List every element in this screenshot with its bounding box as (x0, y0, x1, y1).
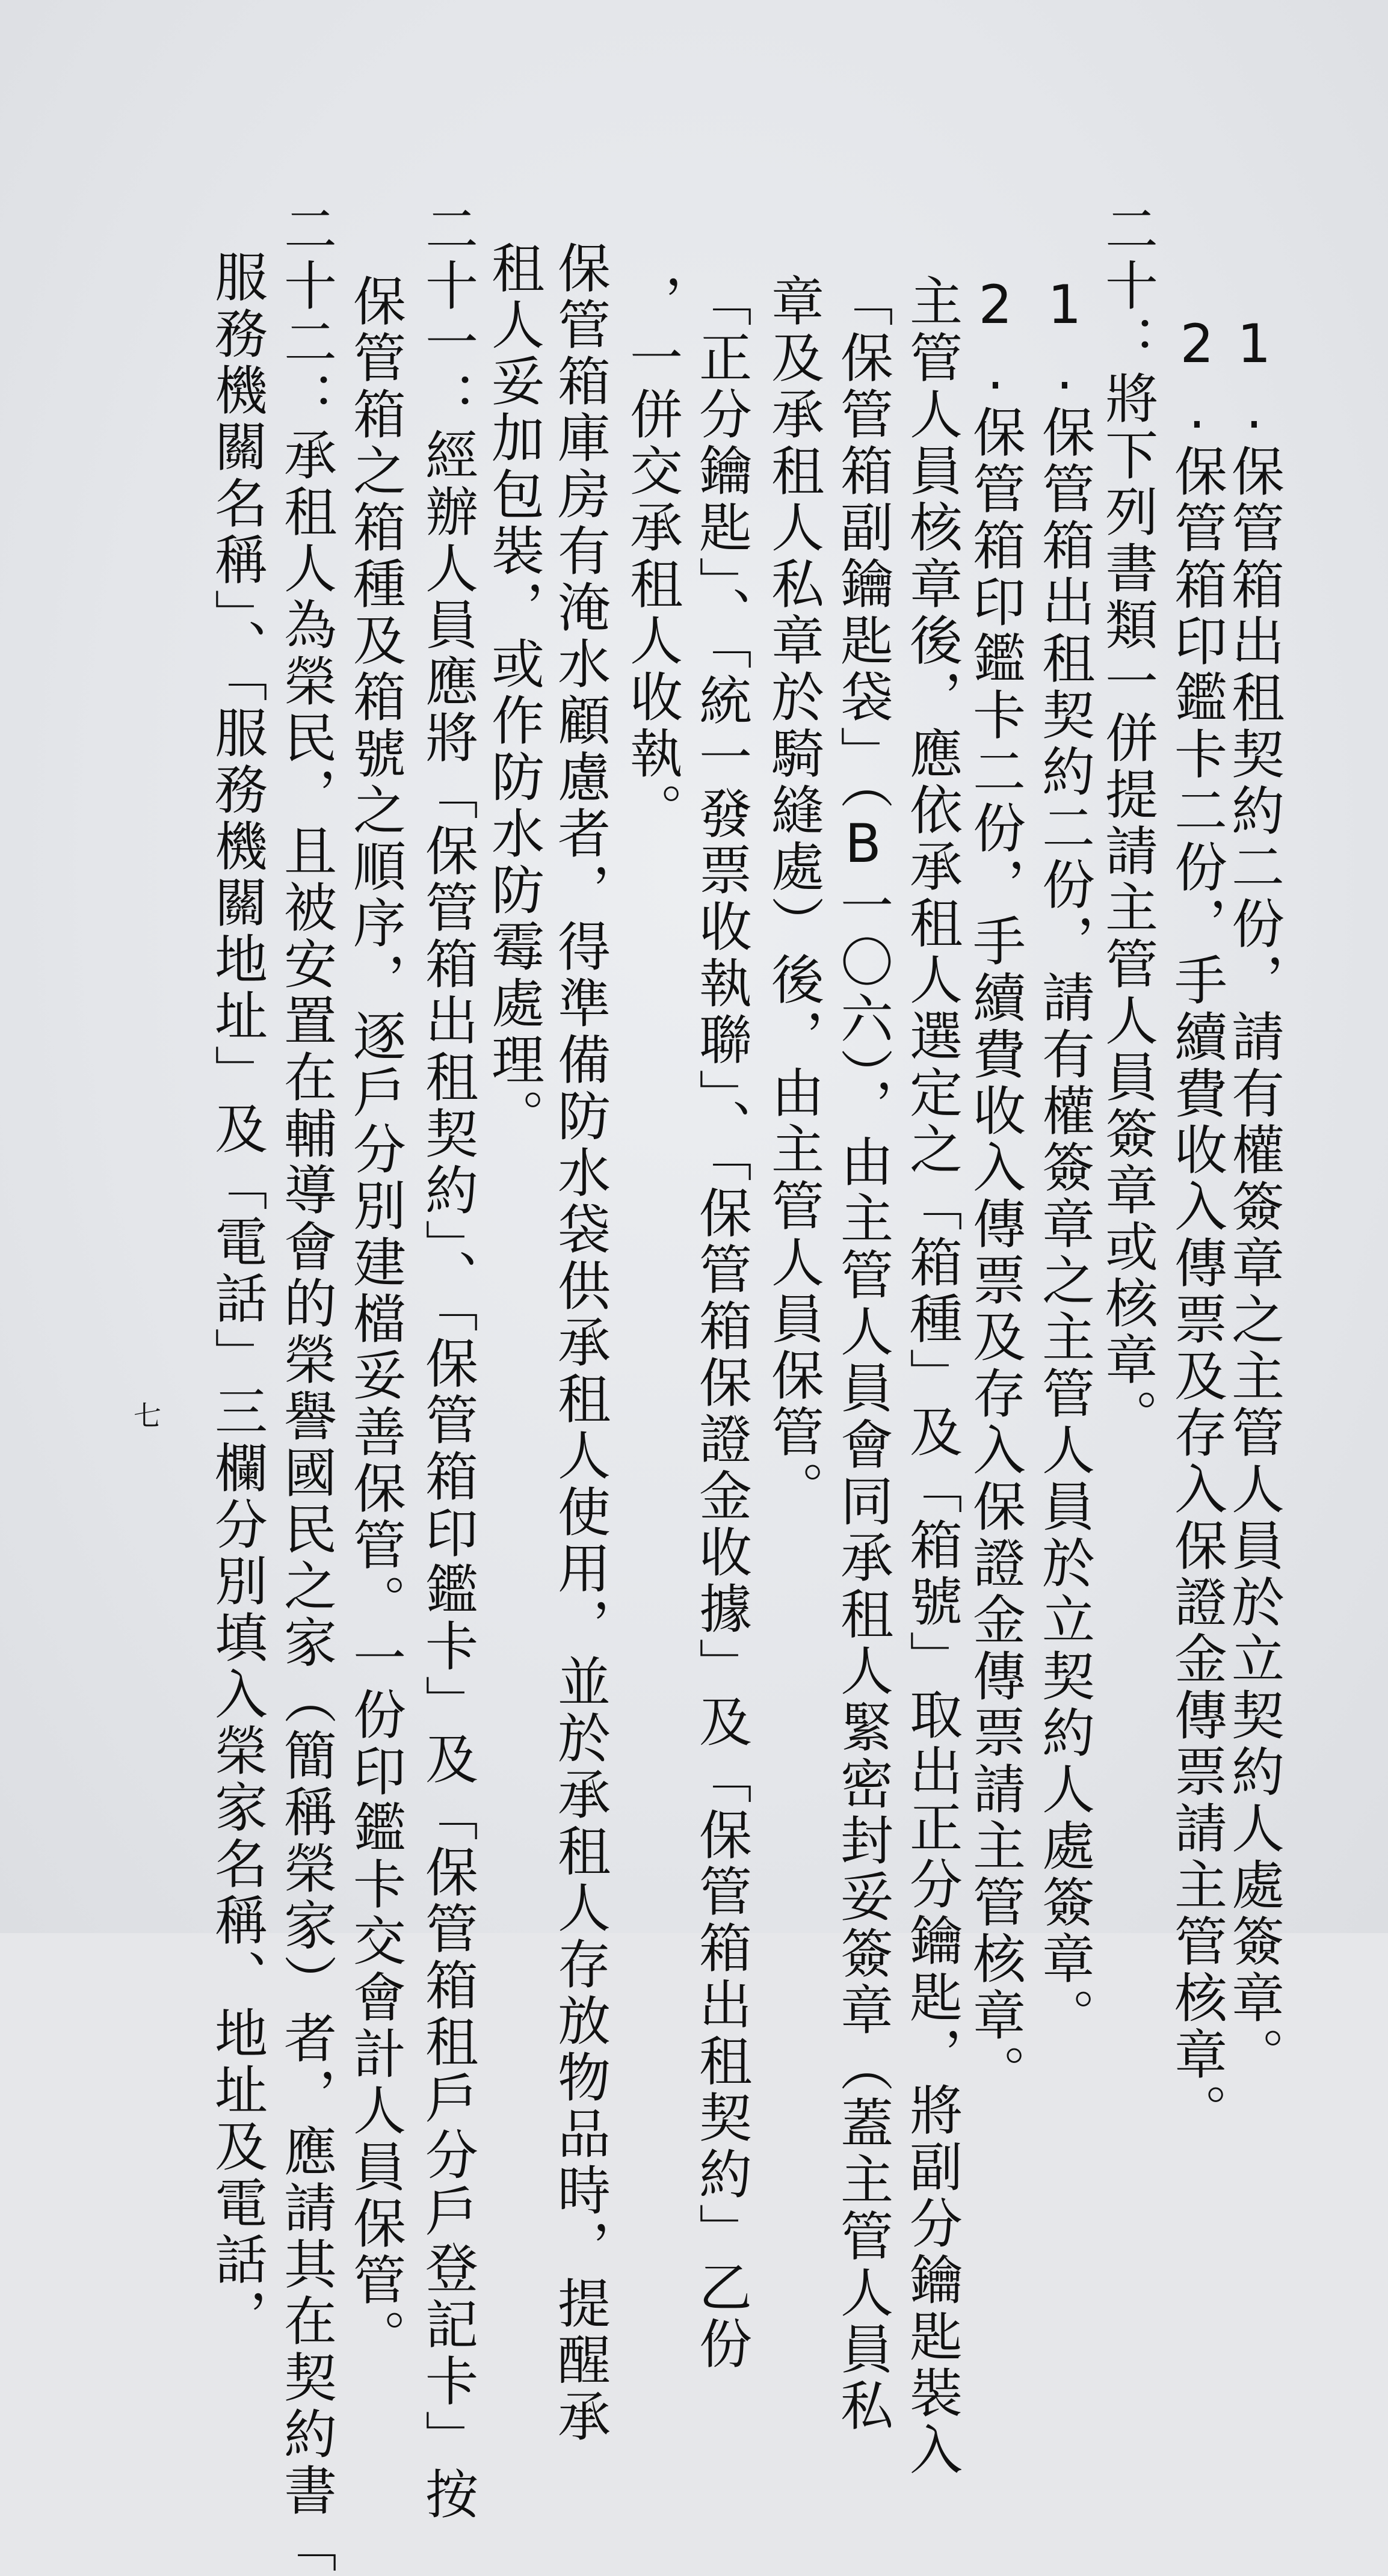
page-number: 七 (134, 1400, 161, 1432)
paragraph-flood-risk-2: 租人妥加包裝，或作防水防霉處理。 (483, 241, 545, 1145)
section-20-item-1: 1.保管箱出租契約二份，請有權簽章之主管人員於立契約人處簽章。 (1034, 274, 1096, 2044)
section-22-heading: 二十二：承租人為榮民，且被安置在輔導會的榮譽國民之家（簡稱榮家）者，應請其在契約書「 (276, 201, 338, 2576)
section-22-continuation: 服務機關名稱」、「服務機關地址」及「電話」三欄分別填入榮家名稱、地址及電話， (206, 250, 268, 2345)
item-1-rental-contract: 1.保管箱出租契約二份，請有權簽章之主管人員於立契約人處簽章。 (1223, 313, 1285, 2083)
section-20-item-2: 2.保管箱印鑑卡二份，手續費收入傳票及存入保證金傳票請主管核章。 (964, 274, 1026, 2101)
paragraph-key-handling-2: 「保管箱副鑰匙袋」（B一〇六），由主管人員會同承租人緊密封妥簽章（蓋主管人員私 (832, 274, 894, 2435)
paragraph-documents-handover-2: ，一併交承租人收執。 (622, 274, 683, 839)
section-21-heading: 二十一：經辦人員應將「保管箱出租契約」、「保管箱印鑑卡」及「保管箱租戶分戶登記卡」按 (417, 201, 479, 2523)
section-21-continuation: 保管箱之箱種及箱號之順序，逐戶分別建檔妥善保管。一份印鑑卡交會計人員保管。 (345, 274, 407, 2365)
item-2-seal-card: 2.保管箱印鑑卡二份，手續費收入傳票及存入保證金傳票請主管核章。 (1166, 313, 1228, 2140)
section-20-heading: 二十：將下列書類一併提請主管人員簽章或核章。 (1097, 201, 1159, 1445)
paragraph-key-handling-1: 主管人員核章後，應依承租人選定之「箱種」及「箱號」取出正分鑰匙，將副分鑰匙裝入 (901, 274, 963, 2479)
paragraph-flood-risk-1: 保管箱庫房有淹水顧慮者，得準備防水袋供承租人使用，並於承租人存放物品時，提醒承 (549, 241, 611, 2445)
paragraph-key-handling-3: 章及承租人私章於騎縫處）後，由主管人員保管。 (763, 274, 825, 1517)
paragraph-documents-handover-1: 「正分鑰匙」、「統一發票收執聯」、「保管箱保證金收據」及「保管箱出租契約」乙份 (691, 274, 753, 2373)
